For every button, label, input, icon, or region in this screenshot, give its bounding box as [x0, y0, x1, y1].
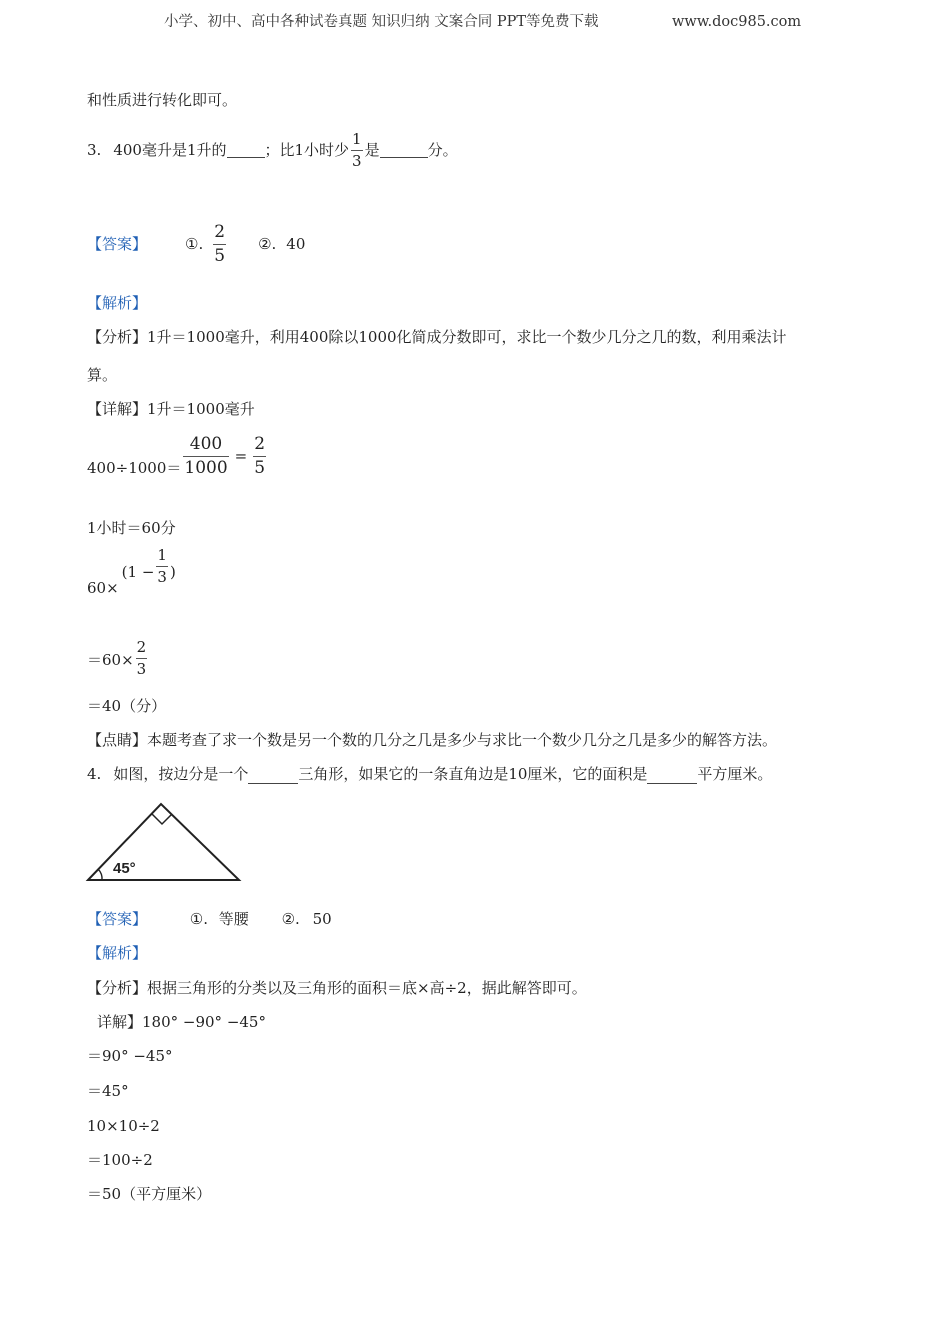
equation-1-fraction-1 — [183, 433, 228, 478]
fenxi-text: 根据三角形的分类以及三角形的面积＝底×高÷2，据此解答即可。 — [147, 979, 587, 997]
equation-3 — [87, 636, 149, 680]
answer-label: 【答案】 — [87, 235, 148, 253]
fraction-denominator: 3 — [352, 151, 362, 170]
answer-value-2: 50 — [312, 910, 332, 928]
equation-1 — [87, 428, 268, 484]
answer-value-2: 40 — [286, 235, 306, 253]
fraction-numerator: 1 — [352, 129, 362, 148]
equation-4: ＝40（分） — [87, 697, 167, 715]
question-3-blank-1 — [227, 143, 265, 158]
fraction-denominator: 1000 — [184, 457, 228, 478]
dianjing-label: 【点睛】 — [87, 731, 148, 749]
header-site-link[interactable]: www.doc985.com — [672, 14, 802, 30]
xiangjie-label: 【详解】 — [87, 400, 148, 418]
answer-fraction — [213, 221, 226, 266]
question-4-text-2: 三角形，如果它的一条直角边是10厘米，它的面积是 — [298, 765, 648, 783]
fraction-denominator: 3 — [136, 659, 147, 678]
analysis-fenxi-line-2: 算。 — [87, 366, 118, 384]
equation-2-fraction — [156, 548, 168, 585]
fraction-denominator: 3 — [157, 568, 167, 586]
header-left-text: 小学、初中、高中各种试卷真题 知识归纳 文案合同 PPT等免费下载 — [164, 14, 599, 30]
answer-label: 【答案】 — [87, 910, 148, 928]
question-3-text-3: 是 — [364, 141, 380, 159]
fenxi-text: 1升＝1000毫升，利用400除以1000化简成分数即可，求比一个数少几分之几的数，利用乘法计 — [147, 328, 787, 346]
equation-3-fraction — [136, 637, 148, 678]
detail-line-4: 10×10÷2 — [87, 1117, 160, 1135]
equation-2 — [87, 548, 176, 600]
fraction-numerator: 2 — [214, 221, 226, 242]
question-3-text-4: 分。 — [427, 141, 458, 159]
question-3-blank-2 — [380, 143, 428, 158]
answer-marker-1: ①. — [185, 235, 204, 253]
triangle-outline — [88, 804, 239, 880]
equation-1-equals: = — [234, 447, 248, 465]
question-3-fraction — [351, 129, 363, 170]
detail-line-1: 详解】180° −90° −45° — [97, 1013, 266, 1031]
detail-line-6: ＝50（平方厘米） — [87, 1185, 212, 1203]
xiangjie-text: 1升＝1000毫升 — [147, 400, 255, 418]
angle-arc — [98, 869, 102, 880]
equation-3-prefix: ＝60× — [87, 651, 134, 669]
fraction-numerator: 400 — [189, 433, 223, 454]
question-3 — [87, 120, 458, 180]
question-3-number: 3. — [87, 141, 102, 159]
detail-line-2: ＝90° −45° — [87, 1047, 173, 1065]
right-triangle-figure — [84, 798, 244, 884]
angle-label: 45° — [113, 860, 136, 877]
right-angle-mark — [152, 814, 172, 824]
question-4 — [87, 764, 772, 784]
analysis-xiangjie-line — [87, 399, 255, 419]
dianjing-text: 本题考查了求一个数是另一个数的几分之几是多少与求比一个数少几分之几是多少的解答方法。 — [147, 731, 778, 749]
question-4-answer — [87, 909, 332, 929]
analysis-label: 【解析】 — [87, 944, 148, 962]
question-3-text-1: 400毫升是1升的 — [113, 141, 227, 159]
fenxi-label: 【分析】 — [87, 328, 148, 346]
dianjing-line — [87, 730, 777, 750]
equation-1-prefix: 400÷1000＝ — [87, 459, 182, 477]
fenxi-label: 【分析】 — [87, 979, 148, 997]
fraction-numerator: 1 — [157, 546, 167, 564]
equation-1-fraction-2 — [253, 433, 266, 478]
detail-line-3: ＝45° — [87, 1082, 129, 1100]
analysis-fenxi-line-1 — [87, 327, 787, 347]
question-3-answer — [87, 218, 305, 270]
question-4-blank-2 — [647, 769, 697, 784]
fraction-numerator: 2 — [136, 637, 147, 656]
analysis-label: 【解析】 — [87, 294, 148, 312]
fraction-denominator: 5 — [214, 245, 226, 266]
question-4-blank-1 — [248, 769, 298, 784]
answer-marker-1: ①. — [189, 910, 209, 928]
answer-marker-2: ②. — [281, 910, 300, 928]
analysis-fenxi-line — [87, 978, 587, 998]
detail-line-5: ＝100÷2 — [87, 1151, 153, 1169]
question-4-number: 4. — [87, 765, 102, 783]
fraction-numerator: 2 — [254, 433, 266, 454]
question-4-text-1: 如图，按边分是一个 — [113, 765, 249, 783]
question-3-text-2: ；比1小时少 — [264, 141, 350, 159]
hour-line: 1小时＝60分 — [87, 519, 176, 537]
equation-2-prefix: 60× — [87, 579, 119, 597]
question-4-text-3: 平方厘米。 — [697, 765, 773, 783]
equation-2-paren-open: (1 − — [121, 563, 155, 581]
intro-line: 和性质进行转化即可。 — [87, 91, 238, 109]
equation-2-paren-close: ) — [169, 563, 176, 581]
fraction-denominator: 5 — [254, 457, 266, 478]
answer-marker-2: ②. — [258, 235, 277, 253]
answer-value-1: 等腰 — [218, 910, 249, 928]
